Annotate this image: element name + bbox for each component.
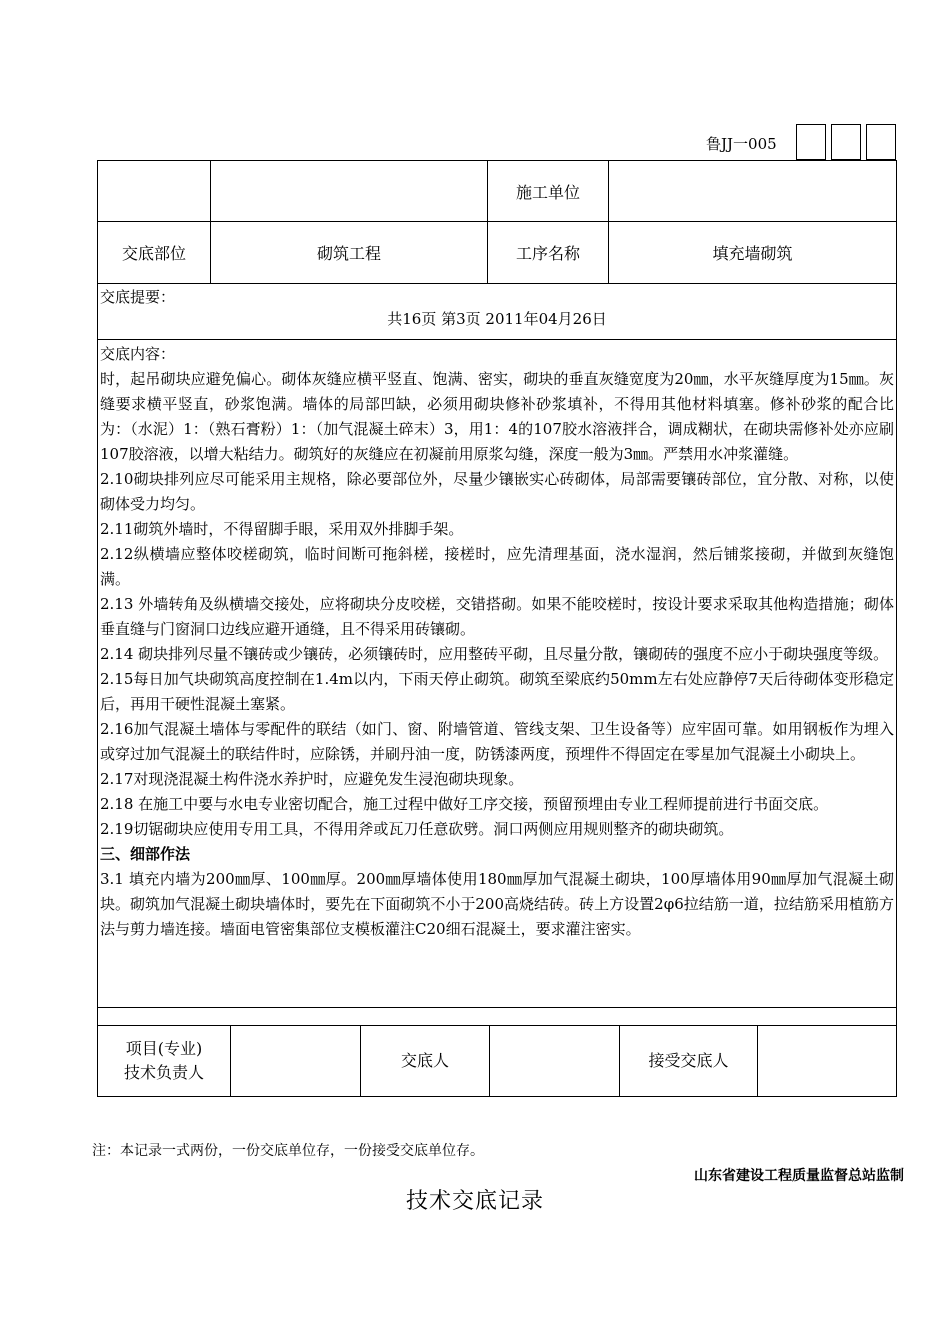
code-box-2[interactable] — [831, 124, 861, 160]
header-row-2 — [98, 222, 896, 284]
form-code-row — [0, 124, 950, 160]
page-info: 共16页 第3页 2011年04月26日 — [387, 310, 607, 328]
code-box-3[interactable] — [866, 124, 896, 160]
content-label: 交底内容： — [100, 345, 176, 363]
summary-section — [98, 284, 896, 340]
handover-form-table — [97, 160, 897, 1097]
footer-note: 注：本记录一式两份，一份交底单位存，一份接受交底单位存。 — [92, 1143, 484, 1159]
receiver-label: 接受交底人 — [620, 1026, 758, 1096]
code-box-1[interactable] — [796, 124, 826, 160]
tech-lead-label-line2: 技术负责人 — [123, 1063, 204, 1082]
part-value[interactable]: 砌筑工程 — [211, 222, 488, 283]
construction-unit-value[interactable] — [609, 161, 896, 221]
receiver-signature[interactable] — [758, 1026, 896, 1096]
signature-row — [98, 1025, 896, 1096]
issuing-organization: 山东省建设工程质量监督总站监制 — [694, 1168, 904, 1184]
content-paragraph: 2.13 外墙转角及纵横墙交接处，应将砌块分皮咬槎，交错搭砌。如果不能咬槎时，按设计要求采取其他构造措施；砌体垂直缝与门窗洞口边线应避开通缝，且不得采用砖镶砌。 — [100, 595, 894, 638]
construction-unit-label: 施工单位 — [488, 161, 609, 221]
tech-lead-label — [98, 1026, 231, 1096]
document-title: 技术交底记录 — [405, 1189, 544, 1214]
content-paragraph: 2.16加气混凝土墙体与零配件的联结（如门、窗、附墙管道、管线支架、卫生设备等）应牢固可靠。如用钢板作为埋入或穿过加气混凝土的联结件时，应除锈，并刷丹油一度，防锈漆两度，预埋件不得固定在零星加气混凝土小砌块上。 — [100, 720, 894, 763]
content-paragraph: 2.14 砌块排列尽量不镶砖或少镶砖，必须镶砖时，应用整砖平砌，且尽量分散，镶砌砖的强度不应小于砌块强度等级。 — [100, 645, 889, 663]
tech-lead-signature[interactable] — [231, 1026, 361, 1096]
content-paragraph: 2.11砌筑外墙时，不得留脚手眼，采用双外排脚手架。 — [100, 520, 464, 538]
content-paragraph: 时，起吊砌块应避免偏心。砌体灰缝应横平竖直、饱满、密实，砌块的垂直灰缝宽度为20㎜，水平灰缝厚度为15㎜。灰缝要求横平竖直，砂浆饱满。墙体的局部凹缺，必须用砌块修补砂浆填补，不得用其他材料填塞。修补砂浆的配合比为：（水泥）1：（熟石膏粉）1：（加气混凝土碎末）3，用1：4的107胶水溶液拌合，调成糊状，在砌块需修补处亦应刷107胶溶液，以增大粘结力。砌筑好的灰缝应在初凝前用原浆勾缝，深度一般为3㎜。严禁用水冲浆灌缝。 — [100, 370, 894, 463]
process-value[interactable]: 填充墙砌筑 — [712, 244, 793, 263]
content-paragraph: 2.18 在施工中要与水电专业密切配合，施工过程中做好工序交接，预留预埋由专业工程师提前进行书面交底。 — [100, 795, 829, 813]
content-section — [98, 340, 896, 1008]
handover-signature[interactable] — [490, 1026, 620, 1096]
content-paragraph: 2.17对现浇混凝土构件浇水养护时，应避免发生浸泡砌块现象。 — [100, 770, 524, 788]
section-heading: 三、细部作法 — [100, 845, 191, 863]
content-paragraph: 2.15每日加气块砌筑高度控制在1.4m以内，下雨天停止砌筑。砌筑至梁底约50mm左右处应静停7天后待砌体变形稳定后，再用干硬性混凝土塞紧。 — [100, 670, 894, 713]
header-row-1 — [98, 161, 896, 222]
detail-paragraph: 3.1 填充内墙为200㎜厚、100㎜厚。200㎜厚墙体使用180㎜厚加气混凝土砌块，100厚墙体用90㎜厚加气混凝土砌块。砌筑加气混凝土砌块墙体时，要先在下面砌筑不小于200高烧结砖。砖上方设置2φ6拉结筋一道，拉结筋采用植筋方法与剪力墙连接。墙面电管密集部位支模板灌注C20细石混凝土，要求灌注密实。 — [100, 870, 894, 938]
part-label: 交底部位 — [98, 222, 211, 283]
form-code: 鲁JJ一005 — [706, 135, 777, 153]
tech-lead-label-line1: 项目(专业) — [125, 1039, 203, 1058]
content-paragraph: 2.12纵横墙应整体咬槎砌筑，临时间断可拖斜槎，接槎时，应先清理基面，浇水湿润，然后铺浆接砌，并做到灰缝饱满。 — [100, 545, 894, 588]
content-paragraph: 2.19切锯砌块应使用专用工具，不得用斧或瓦刀任意砍劈。洞口两侧应用规则整齐的砌块砌筑。 — [100, 820, 734, 838]
process-label: 工序名称 — [488, 222, 609, 283]
project-label-cell — [98, 161, 211, 221]
handover-label: 交底人 — [361, 1026, 490, 1096]
summary-label: 交底提要： — [100, 288, 176, 306]
project-value-cell[interactable] — [211, 161, 488, 221]
content-paragraph: 2.10砌块排列应尽可能采用主规格，除必要部位外，尽量少镶嵌实心砖砌体，局部需要镶砖部位，宜分散、对称，以使砌体受力均匀。 — [100, 470, 894, 513]
